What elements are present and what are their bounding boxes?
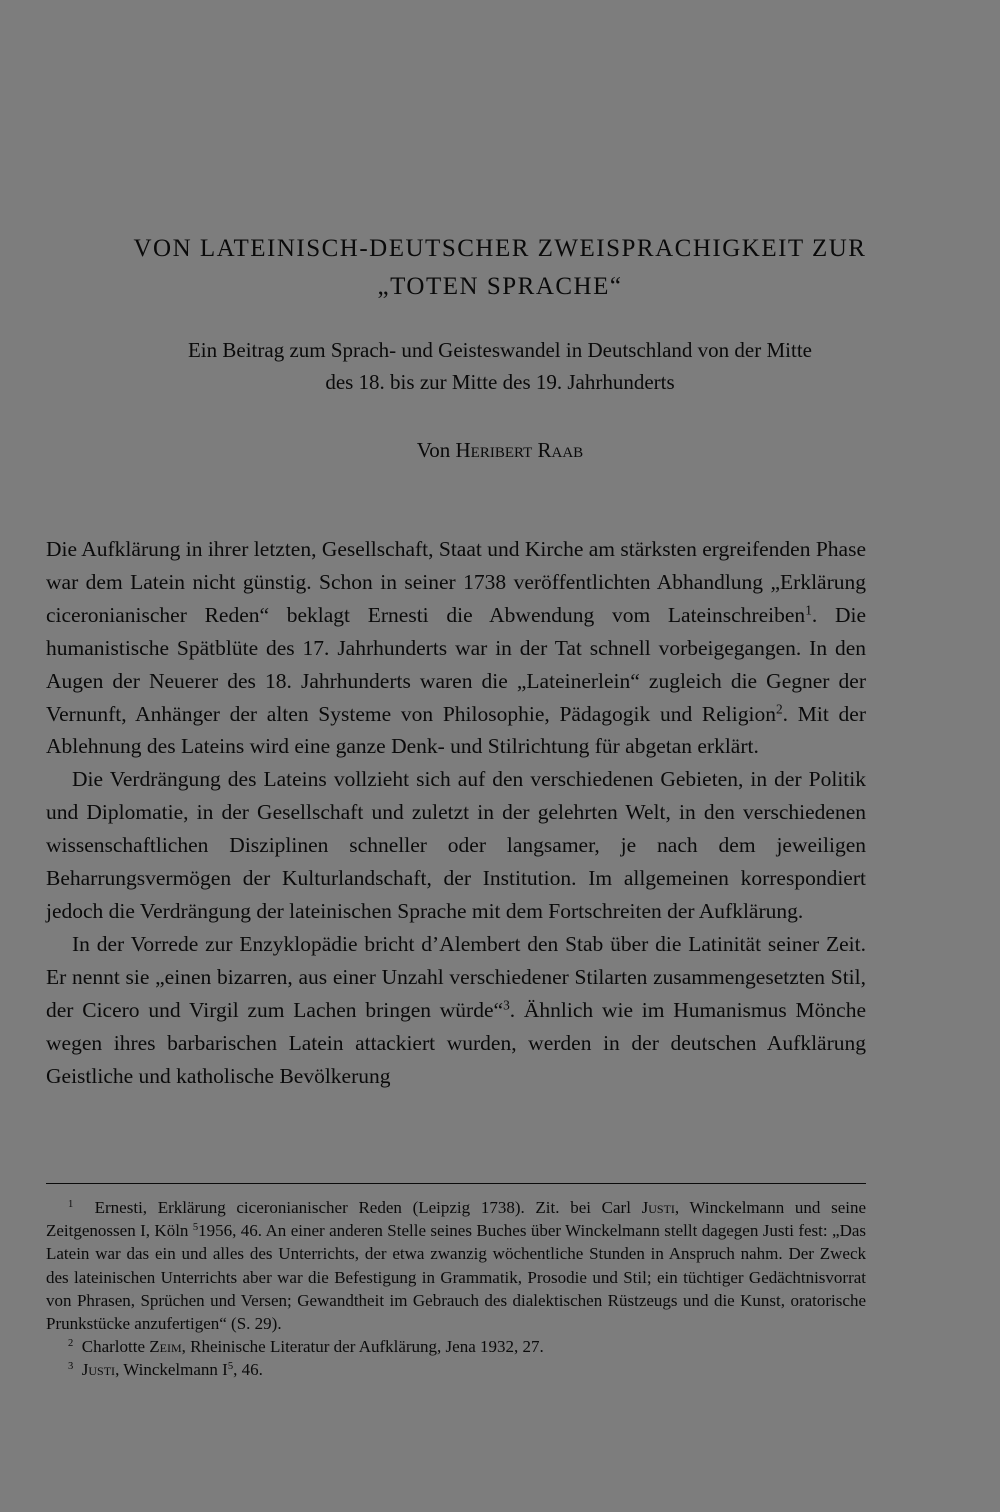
- footnote-ref-1: 1: [805, 602, 812, 618]
- footnote-ref-2: 2: [775, 701, 783, 717]
- article-title: [40, 230, 960, 306]
- body-text: [46, 533, 866, 1092]
- paragraph-1-text-a: Die Aufklärung in ihrer letzten, Gesellschaft, Staat und Kirche am stärksten ergreifenden Phase war dem Latein nicht günstig. Schon in seiner 1738 veröffentlichten Abhandlung „Erklärung ciceronianischer Reden“ beklagt Ernesti die Abwendung vom Lateinschreiben: [46, 537, 866, 627]
- paragraph-1-text-b: . Die humanistische Spätblüte des 17. Jahrhunderts war in der Tat schnell vorbeigegangen. In den Augen der Neuerer des 18. Jahrhunderts waren die „Lateinerlein“ zugleich die Gegner der Vernunft, Anhänger der alten Systeme von Philosophie, Pädagogik und Religion: [46, 602, 866, 726]
- paragraph-2: Die Verdrängung des Lateins vollzieht sich auf den verschiedenen Gebieten, in der Politik und Diplomatie, in der Gesellschaft und zuletzt in der gelehrten Welt, in den verschiedenen wissenschaftlichen Disziplinen schneller oder langsamer, je nach dem jeweiligen Beharrungsvermögen der Kulturlandschaft, der Institution. Im allgemeinen korrespondiert jedoch die Verdrängung der lateinischen Sprache mit dem Fortschreiten der Aufklärung.: [46, 767, 866, 923]
- footnote-1-author: Justi: [641, 1198, 675, 1217]
- paragraph-1-text-c: . Mit der Ablehnung des Lateins wird eine ganze Denk- und Stilrichtung für abgetan erklärt.: [46, 701, 866, 759]
- footnote-3-text-a: , Winckelmann I: [115, 1360, 228, 1380]
- footnote-1-text-c: 1956, 46. An einer anderen Stelle seines Buches über Winckelmann stellt dagegen Justi fest: „Das Latein war das ein und alles des Unterrichts, der etwa zwanzig wöchentliche Stunden in Anspruch nahm. Der Zweck des lateinischen Unterrichts aber war die Befestigung in Grammatik, Prosodie und Stil; ein tüchtiger Gedächtnisvorrat von Phrasen, Sprüchen und Versen; Gewandtheit im Gebrauch des dialektischen Rüstzeugs und die Kunst, oratorische Prunkstücke anzufertigen“ (S. 29).: [46, 1221, 867, 1334]
- footnote-3-number: 3: [68, 1361, 74, 1373]
- author-name: Heribert Raab: [455, 438, 584, 462]
- title-line-1: VON LATEINISCH-DEUTSCHER ZWEISPRACHIGKEIT ZUR: [133, 235, 867, 262]
- footnote-2: [46, 1335, 866, 1358]
- paragraph-3: [46, 928, 866, 1093]
- footnote-1-text-a: Ernesti, Erklärung ciceronianischer Reden (Leipzig 1738). Zit. bei Carl: [94, 1198, 642, 1217]
- footnote-3: [46, 1358, 866, 1381]
- author-prefix: Von: [416, 438, 451, 462]
- footnote-3-edition: 5: [227, 1361, 234, 1373]
- footnote-2-text-a: Charlotte: [81, 1337, 150, 1357]
- footnote-3-text-b: , 46.: [233, 1360, 263, 1380]
- title-line-2: „TOTEN SPRACHE“: [377, 273, 623, 300]
- footnote-2-text-b: , Rheinische Literatur der Aufklärung, Jena 1932, 27.: [181, 1337, 544, 1357]
- footnote-2-author: Zeim: [149, 1337, 182, 1357]
- paragraph-3-text-b: . Ähnlich wie im Humanismus Mönche wegen ihres barbarischen Latein attackiert wurden, werden in der deutschen Aufklärung Geistliche und katholische Bevölkerung: [46, 997, 866, 1088]
- footnote-1-text-b: , Winckelmann und seine Zeitgenossen I, Köln: [46, 1198, 867, 1241]
- footnote-3-author: Justi: [81, 1360, 116, 1380]
- footnote-1-number: 1: [68, 1199, 74, 1211]
- subtitle-line-2: des 18. bis zur Mitte des 19. Jahrhunderts: [325, 370, 675, 394]
- footnote-2-number: 2: [68, 1338, 74, 1350]
- author-byline: [40, 434, 960, 466]
- footnote-1-edition: 5: [192, 1222, 199, 1234]
- paragraph-3-text-a: In der Vorrede zur Enzyklopädie bricht d’Alembert den Stab über die Latinität seiner Zeit. Er nennt sie „einen bizarren, aus einer Unzahl verschiedener Stilarten zusammengesetzten Stil, der Cicero und Virgil zum Lachen bringen würde“: [46, 931, 866, 1022]
- article-subtitle: [40, 334, 960, 398]
- paragraph-1: [46, 533, 866, 763]
- footnote-1: [46, 1196, 866, 1335]
- footnote-divider: [46, 1183, 866, 1184]
- footnote-ref-3: 3: [503, 997, 510, 1013]
- footnotes: [46, 1196, 866, 1382]
- subtitle-line-1: Ein Beitrag zum Sprach- und Geisteswandel in Deutschland von der Mitte: [187, 338, 812, 362]
